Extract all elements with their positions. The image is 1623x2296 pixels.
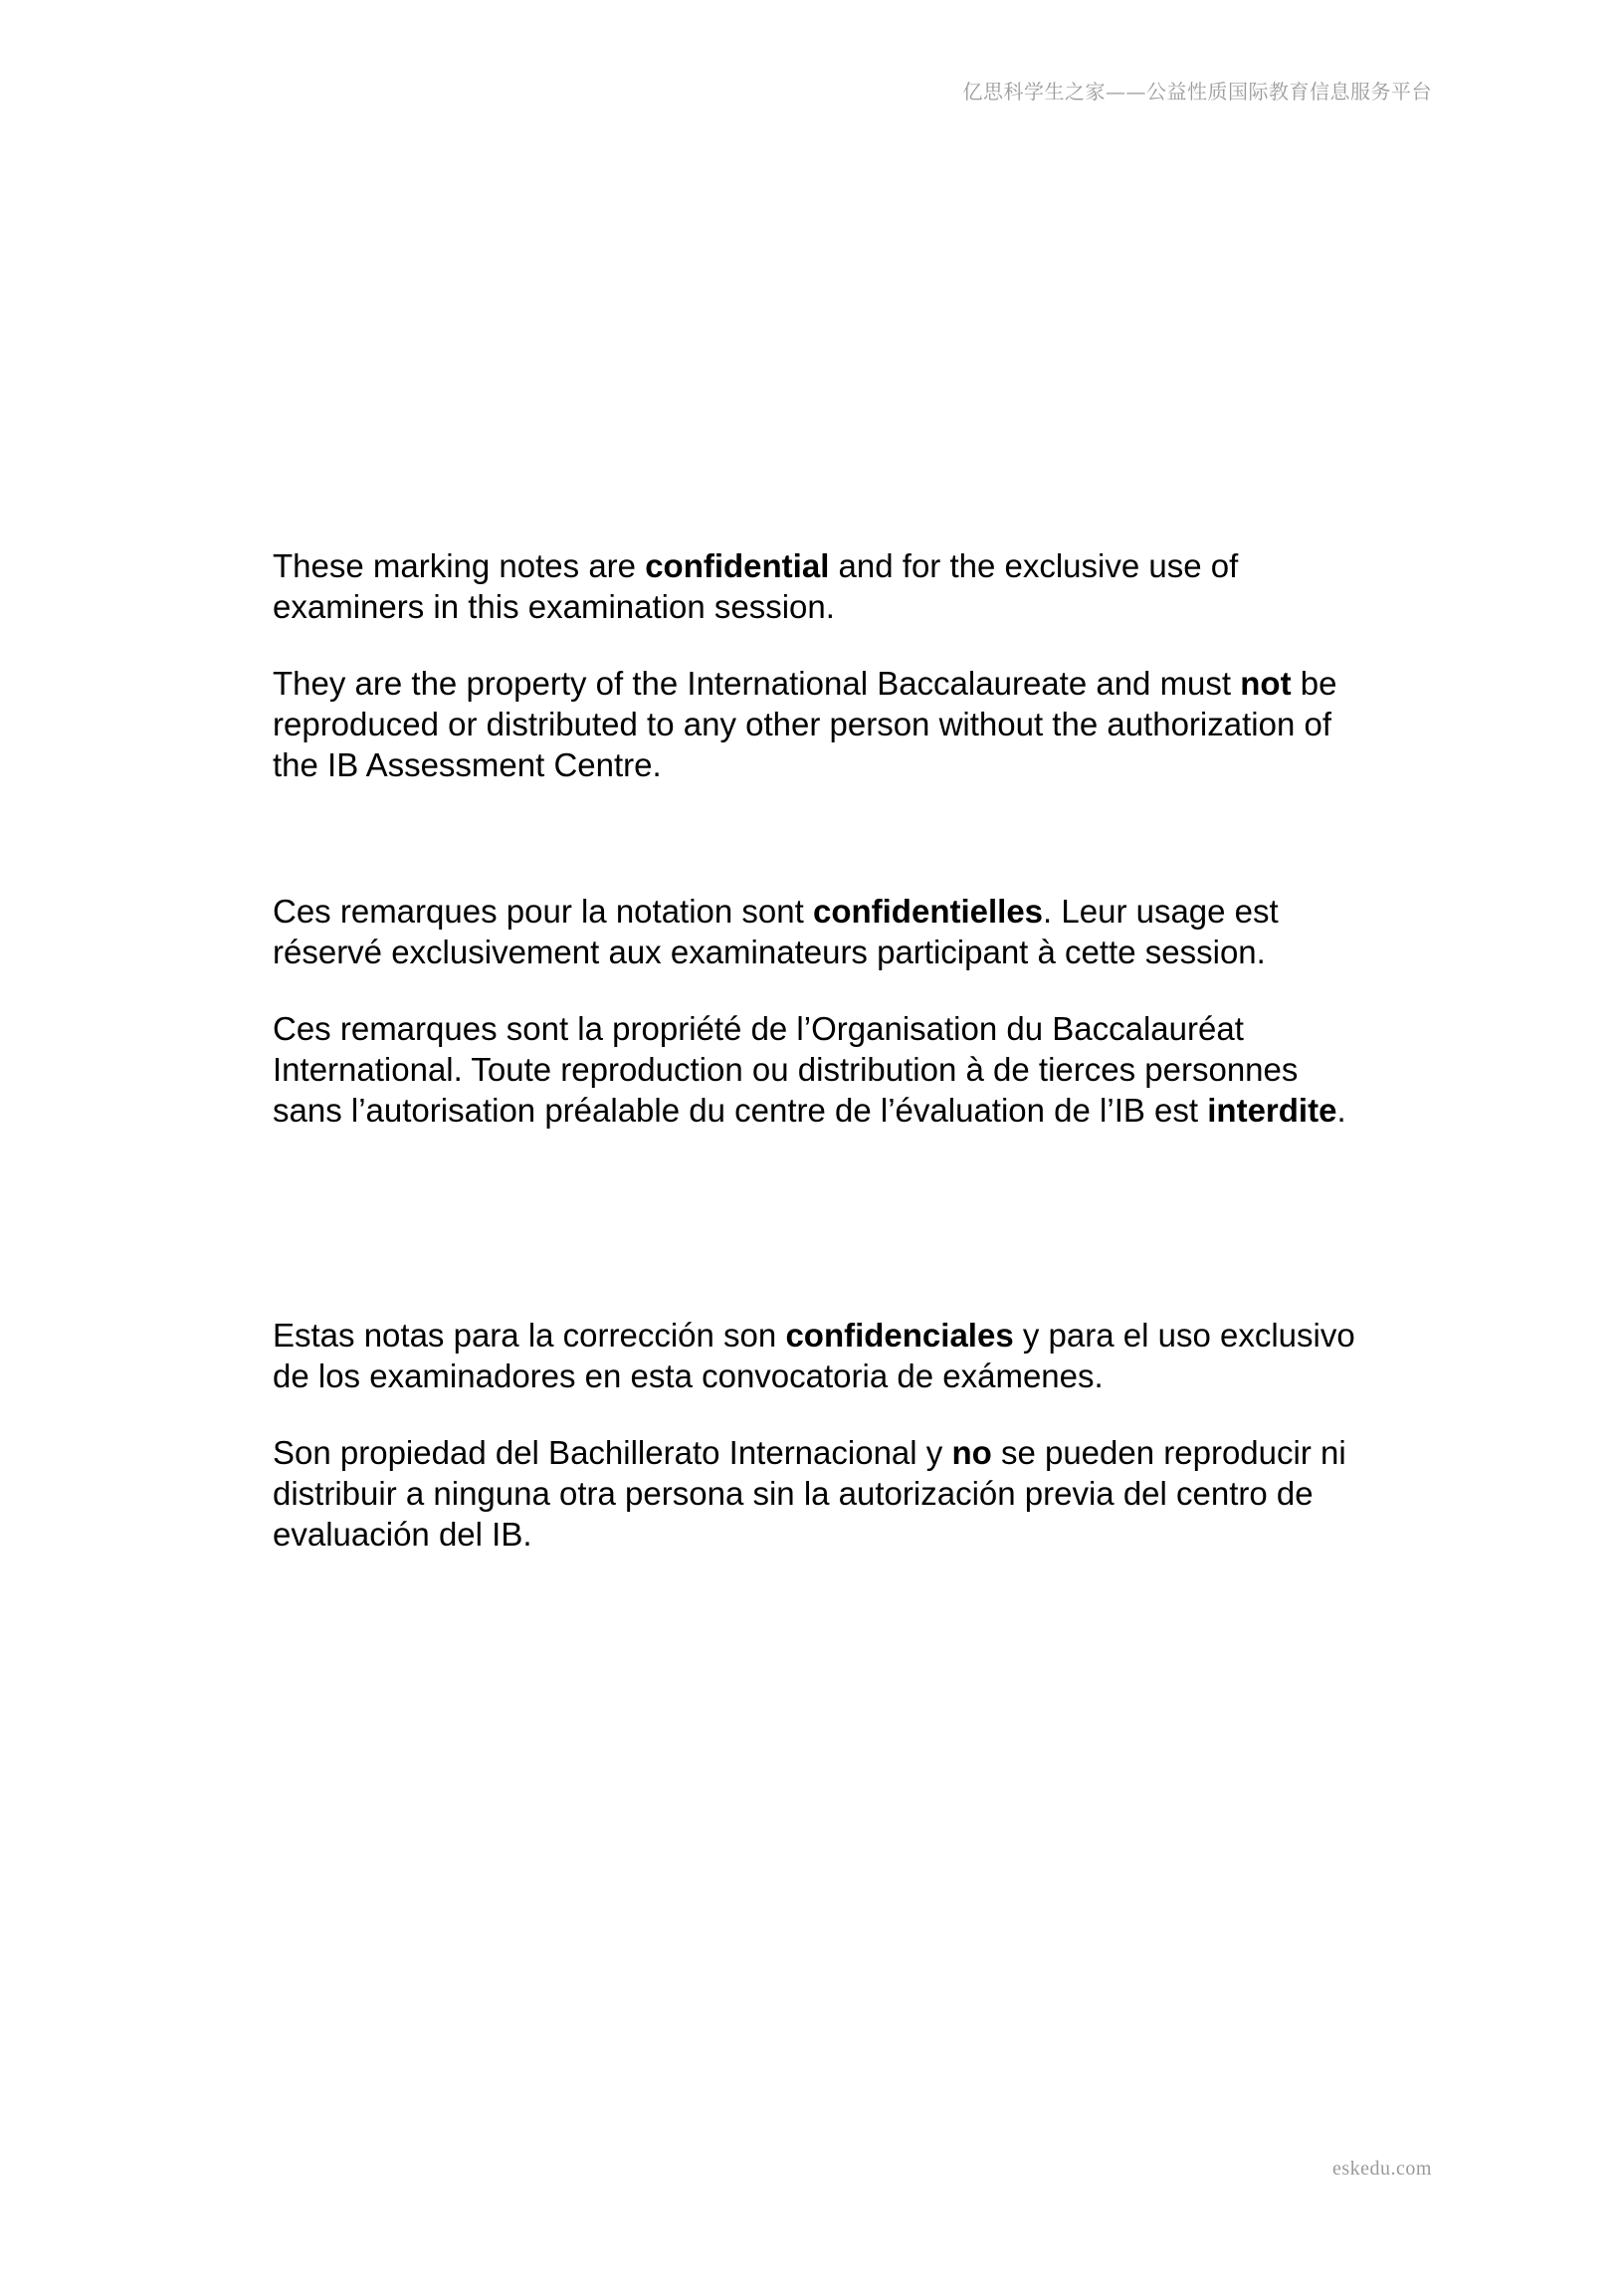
french-confidentiality-paragraph bbox=[273, 891, 1357, 972]
text-segment: Ces remarques sont la propriété de l’Organisation du Baccalauréat International. Toute reproduction ou distribution à de tierces personnes sans l’autorisation préalable du centre de l’évaluation de l’IB est bbox=[273, 1010, 1299, 1129]
spanish-notice bbox=[273, 1315, 1357, 1555]
french-property-paragraph bbox=[273, 1008, 1357, 1131]
text-segment: be reproduced or distributed to any other person without the authorization of the IB Assessment Centre. bbox=[273, 665, 1337, 783]
english-property-paragraph bbox=[273, 663, 1357, 785]
emphasis-not: not bbox=[1240, 665, 1292, 702]
spanish-property-paragraph bbox=[273, 1432, 1357, 1555]
text-segment: . bbox=[1336, 1092, 1346, 1129]
emphasis-confidenciales: confidenciales bbox=[785, 1317, 1014, 1354]
text-segment: y para el uso exclusivo de los examinadores en esta convocatoria de exámenes. bbox=[273, 1317, 1355, 1394]
text-segment: Estas notas para la corrección son bbox=[273, 1317, 786, 1354]
emphasis-interdite: interdite bbox=[1207, 1092, 1337, 1129]
footer-site-link[interactable]: eskedu.com bbox=[1332, 2158, 1432, 2180]
header-watermark: 亿思科学生之家——公益性质国际教育信息服务平台 bbox=[962, 80, 1432, 104]
text-segment: These marking notes are bbox=[273, 547, 646, 584]
emphasis-confidentielles: confidentielles bbox=[812, 893, 1044, 930]
french-notice bbox=[273, 891, 1357, 1131]
text-segment: Ces remarques pour la notation sont bbox=[273, 893, 813, 930]
text-segment: . Leur usage est réservé exclusivement aux examinateurs participant à cette session. bbox=[273, 893, 1279, 970]
emphasis-no: no bbox=[951, 1434, 992, 1471]
spanish-confidentiality-paragraph bbox=[273, 1315, 1357, 1396]
english-confidentiality-paragraph bbox=[273, 545, 1357, 627]
text-segment: They are the property of the International Baccalaureate and must bbox=[273, 665, 1241, 702]
english-notice bbox=[273, 545, 1357, 785]
emphasis-confidential: confidential bbox=[645, 547, 830, 584]
text-segment: se pueden reproducir ni distribuir a ninguna otra persona sin la autorización previa del centro de evaluación del IB. bbox=[273, 1434, 1346, 1553]
text-segment: Son propiedad del Bachillerato Internacional y bbox=[273, 1434, 952, 1471]
text-segment: and for the exclusive use of examiners in this examination session. bbox=[273, 547, 1239, 625]
